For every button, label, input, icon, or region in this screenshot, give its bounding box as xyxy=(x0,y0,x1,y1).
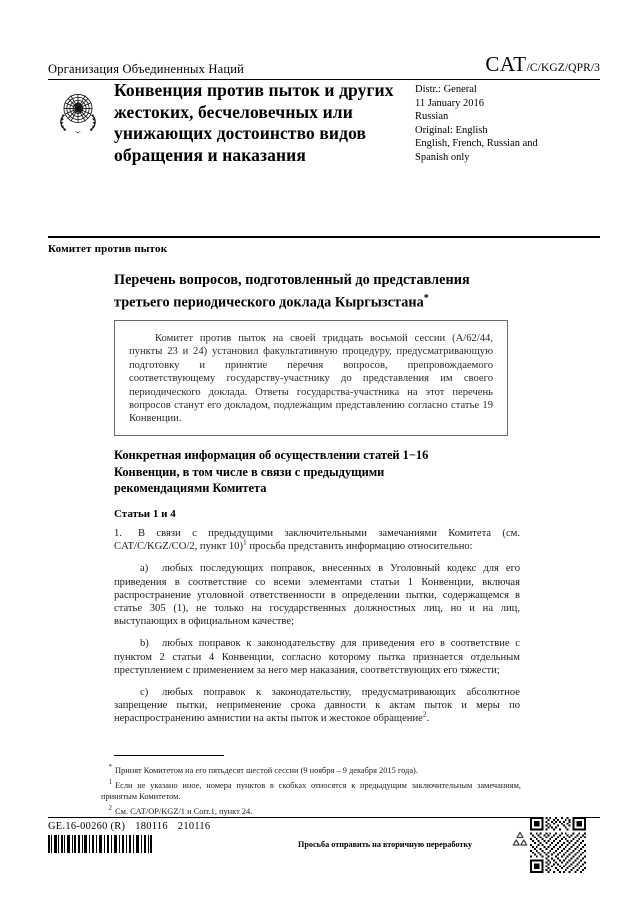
footer xyxy=(48,821,600,881)
page-title-line-1: Перечень вопросов, подготовленный до представления xyxy=(114,272,470,288)
paragraph-1-text-a: В связи с предыдущими заключительными замечаниями Комитета (см. CAT/C/KGZ/CO/2, пункт 10) xyxy=(114,528,520,553)
notice-box xyxy=(114,320,508,436)
paragraph-b-label: b) xyxy=(140,638,149,650)
section-heading-line-3: рекомендациями Комитета xyxy=(114,481,267,495)
paragraph-c xyxy=(114,686,520,726)
page-title-line-2: третьего периодического доклада Кыргызстана xyxy=(114,294,424,311)
title-block xyxy=(48,80,600,166)
footnote-item xyxy=(101,777,521,802)
page-title xyxy=(114,271,534,312)
footnote-marker: 2 xyxy=(108,804,112,813)
paragraph-1-number: 1. xyxy=(114,528,122,539)
notice-box-text: Комитет против пыток на своей тридцать восьмой сессии (A/62/44, пункты 23 и 24) установил факультативную процедуру, предусматривающую подготовку и принятие перечня вопросов, препровождаемого соответствующему государству-участнику до представления им своего периодического доклада. Ответы государства-участника на этот перечень вопросов станут его докладом, подлежащим представлению согласно статье 19 Конвенции. xyxy=(129,333,493,425)
convention-title: Конвенция против пыток и других жестоких, бесчеловечных или унижающих достоинство видов обращения и наказания xyxy=(114,80,394,165)
paragraph-1-footnote-marker: 1 xyxy=(242,537,247,547)
distr-line-1: Distr.: General xyxy=(415,84,477,95)
paragraph-c-text-b: . xyxy=(426,713,430,725)
paragraph-c-label: c) xyxy=(140,687,149,699)
barcode xyxy=(48,835,152,853)
footnote-text: Принят Комитетом на его пятьдесят шестой сессии (9 ноября – 9 декабря 2015 года). xyxy=(115,765,418,775)
footnote-text: См. CAT/OP/KGZ/1 и Corr.1, пункт 24. xyxy=(115,807,253,817)
job-date-1: 180116 xyxy=(135,821,168,832)
qr-code xyxy=(530,817,586,873)
job-number-line xyxy=(48,821,220,832)
distribution-info xyxy=(415,80,600,165)
recycle-notice: Просьба отправить на вторичную переработку xyxy=(298,840,473,849)
distr-line-6: Spanish only xyxy=(415,151,470,163)
page-title-footnote-marker: * xyxy=(423,292,429,304)
masthead-row xyxy=(48,52,600,79)
body-text xyxy=(114,527,520,735)
distr-line-2: 11 January 2016 xyxy=(415,97,485,109)
job-date-2: 210116 xyxy=(177,821,211,832)
section-heading-line-2: Конвенции, в том числе в связи с предыдущими xyxy=(114,464,385,479)
document-symbol xyxy=(485,52,600,77)
distr-line-4: Original: English xyxy=(415,124,488,136)
section-heading xyxy=(114,447,514,497)
job-number: GE.16-00260 (R) xyxy=(48,821,126,832)
header-heavy-divider xyxy=(48,236,600,238)
section-heading-line-1: Конкретная информация об осуществлении статей 1−16 xyxy=(114,448,429,462)
footnote-item xyxy=(101,803,521,817)
paragraph-a-label: a) xyxy=(140,563,149,575)
paragraph-a-text: любых последующих поправок, внесенных в Уголовный кодекс для его приведения в соответствие со всеми элементами статьи 1 Конвенции, включая распространение уголовной ответственности в определении пытки, содержащемся в статье 305 (1), не только на государственных должностных лиц, но и на лиц, выступающих в официальном качестве; xyxy=(114,563,520,628)
distr-line-3: Russian xyxy=(415,111,449,123)
paragraph-1-text-b: просьба представить информацию относительно: xyxy=(246,541,473,553)
paragraph-b-text: любых поправок к законодательству для приведения его в соответствие с пунктом 2 статьи 4 Конвенции, согласно которому пытка признается отдельным преступлением с применением за него мер наказания, соответствующих его тяжести; xyxy=(114,638,520,676)
footnote-text: Если не указано иное, номера пунктов в скобках относятся к предыдущим заключительным замечаниям, принятым Комитетом. xyxy=(101,781,521,801)
footer-divider xyxy=(48,817,600,818)
paragraph-1 xyxy=(114,527,520,553)
document-symbol-suffix: /C/KGZ/QPR/3 xyxy=(526,62,600,74)
footnotes xyxy=(101,762,521,819)
paragraph-b xyxy=(114,637,520,677)
footnote-marker: * xyxy=(108,763,112,771)
un-emblem-icon xyxy=(52,84,104,136)
document-symbol-main: CAT xyxy=(485,52,527,76)
committee-name: Комитет против пыток xyxy=(48,243,168,255)
paragraph-a xyxy=(114,562,520,628)
paragraph-c-footnote-marker: 2 xyxy=(422,709,427,719)
footnote-item xyxy=(101,762,521,776)
masthead xyxy=(48,52,600,80)
paragraph-c-text-a: любых поправок к законодательству, предусматривающих абсолютное запрещение пытки, неприменение срока давности к актам пыток и меры по нераспространению амнистии на акты пыток и жестокое обращение xyxy=(114,687,520,725)
organization-name: Организация Объединенных Наций xyxy=(48,62,245,76)
recycle-icon xyxy=(510,830,530,850)
footnote-marker: 1 xyxy=(108,778,112,787)
footnote-separator xyxy=(114,755,224,756)
distr-line-5: English, French, Russian and xyxy=(415,138,538,150)
articles-subheading: Статьи 1 и 4 xyxy=(114,508,176,520)
